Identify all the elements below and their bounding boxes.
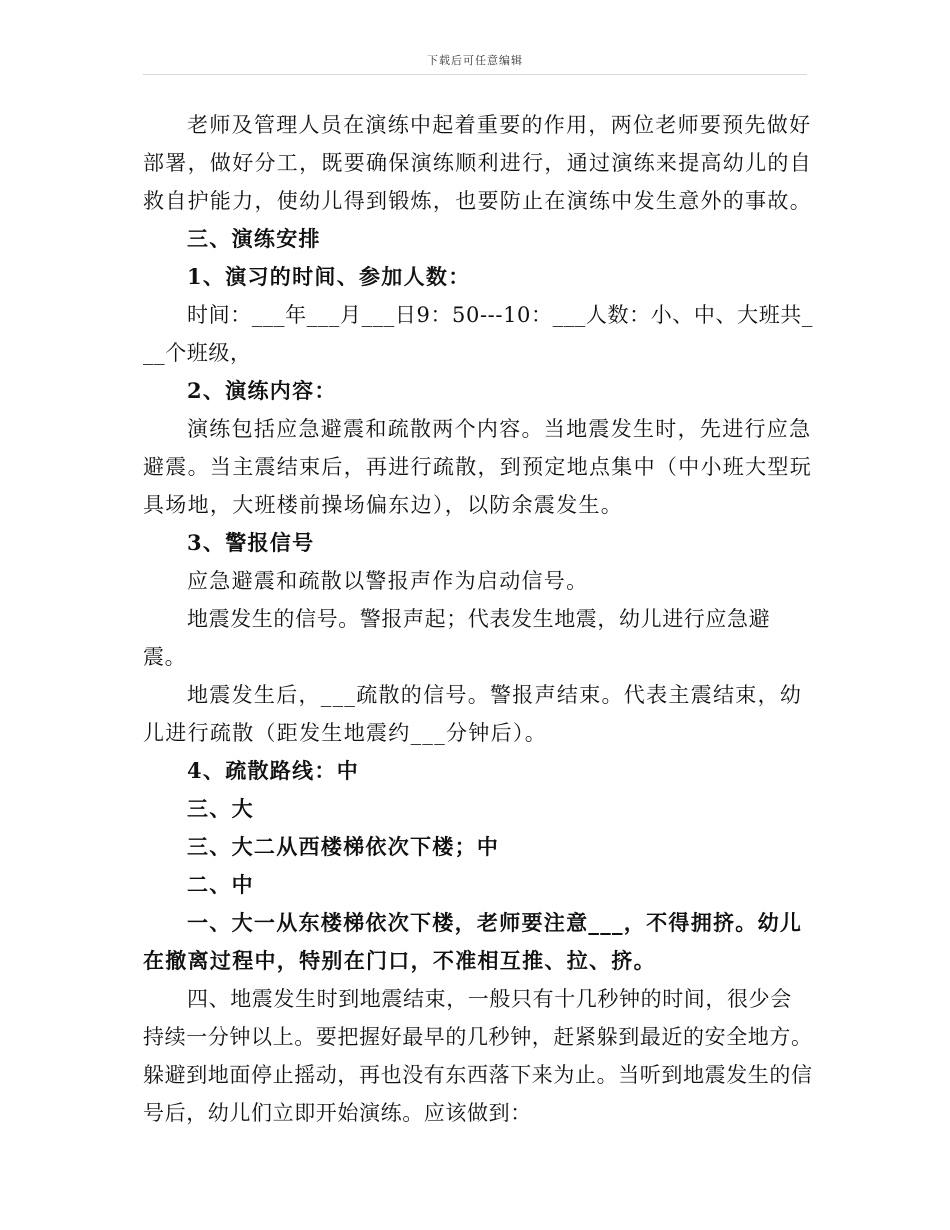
paragraph-section-four: 四、地震发生时到地震结束，一般只有十几秒钟的时间，很少会持续一分钟以上。要把握好最早的几秒钟，赶紧躲到最近的安全地方。躲避到地面停止摇动，再也没有东西落下来为止。当听到地震发生的信号后，幼儿们立即开始演练。应该做到： xyxy=(143,987,813,1125)
paragraph-evacuation-signal: 地震发生后，___疏散的信号。警报声结束。代表主震结束，幼儿进行疏散（距发生地震约___分钟后）。 xyxy=(143,683,803,745)
route-item-3b: 三、大二从西楼梯依次下楼；中 xyxy=(187,834,500,859)
route-item-2: 二、中 xyxy=(187,872,254,897)
paragraph-alarm-start: 应急避震和疏散以警报声作为启动信号。 xyxy=(187,569,589,593)
page-header: 下载后可任意编辑 xyxy=(427,54,523,67)
section-heading-arrangement: 三、演练安排 xyxy=(187,226,321,251)
subheading-content: 2、演练内容： xyxy=(187,378,337,403)
paragraph-time: 时间：___年___月___日9：50---10：___人数：小、中、大班共___个班级， xyxy=(143,303,813,365)
route-item-3: 三、大 xyxy=(187,796,254,821)
subheading-evacuation-route: 4、疏散路线：中 xyxy=(187,758,360,783)
subheading-alarm-signal: 3、警报信号 xyxy=(187,530,315,555)
subheading-time-participants: 1、演习的时间、参加人数： xyxy=(187,264,471,289)
header-divider xyxy=(143,74,807,75)
route-item-1: 一、大一从东楼梯依次下楼，老师要注意___，不得拥挤。幼儿在撤离过程中，特别在门口，不准相互推、拉、挤。 xyxy=(143,910,803,973)
paragraph-content: 演练包括应急避震和疏散两个内容。当地震发生时，先进行应急避震。当主震结束后，再进行疏散，到预定地点集中（中小班大型玩具场地，大班楼前操场偏东边），以防余震发生。 xyxy=(143,417,812,517)
paragraph-roles: 老师及管理人员在演练中起着重要的作用，两位老师要预先做好部署，做好分工，既要确保演练顺利进行，通过演练来提高幼儿的自救自护能力，使幼儿得到锻炼，也要防止在演练中发生意外的事故。 xyxy=(143,113,812,213)
paragraph-earthquake-signal: 地震发生的信号。警报声起；代表发生地震，幼儿进行应急避震。 xyxy=(143,607,771,669)
document-body xyxy=(143,106,813,1132)
